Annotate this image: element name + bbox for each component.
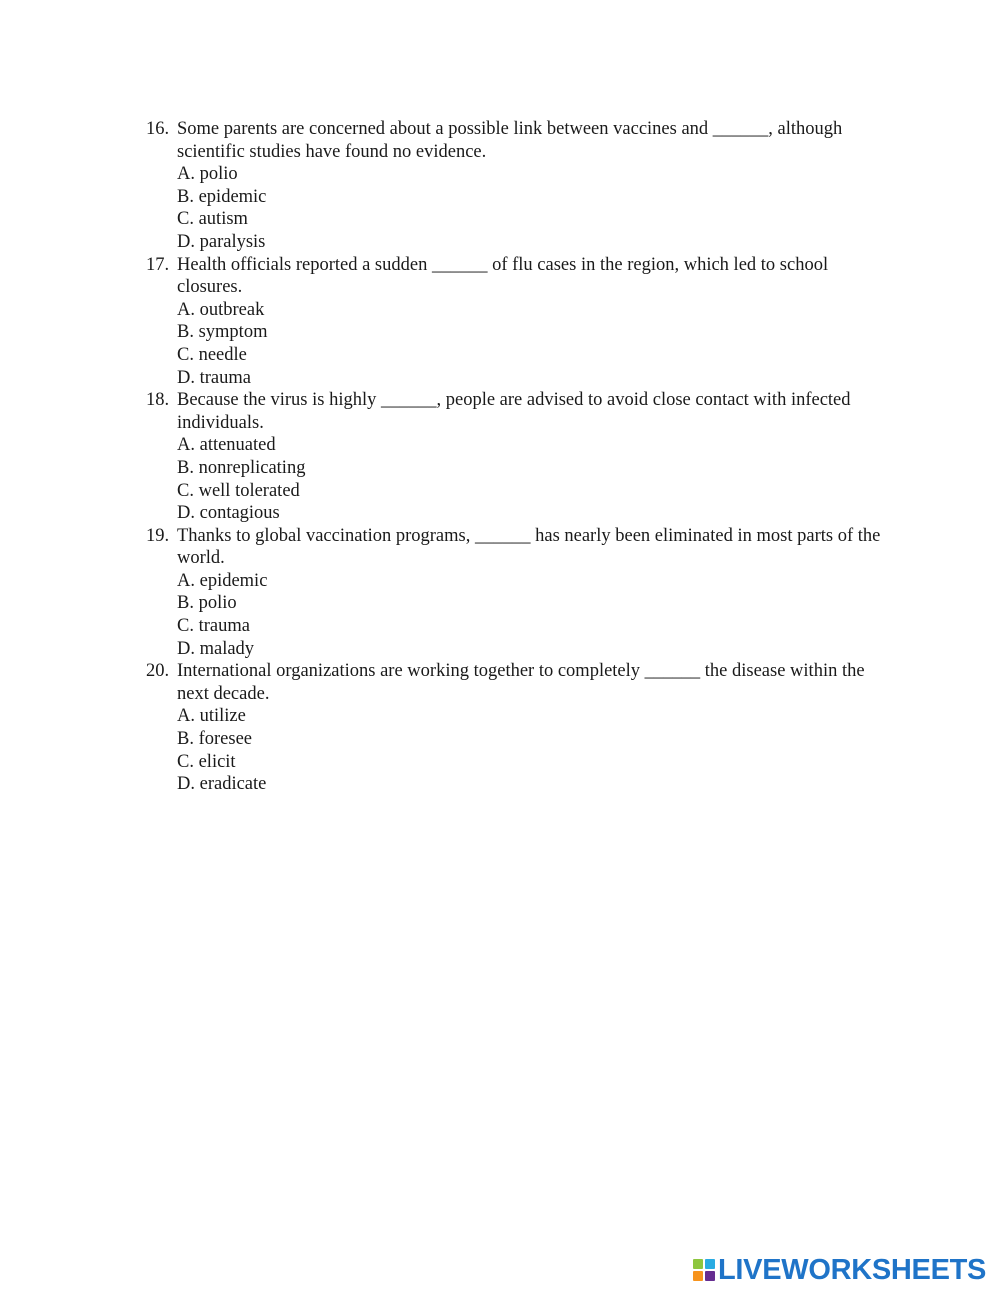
question-text: Thanks to global vaccination programs, ______ has nearly been eliminated in most parts of the world.	[177, 525, 881, 569]
option-d: D. malady	[177, 638, 255, 659]
logo-tile-green	[693, 1259, 703, 1269]
question-text: Health officials reported a sudden ______ of flu cases in the region, which led to school closures.	[177, 254, 829, 298]
liveworksheets-logo-icon	[693, 1259, 715, 1281]
option-d: D. paralysis	[177, 231, 266, 252]
logo-tile-orange	[693, 1271, 703, 1281]
option-b: B. nonreplicating	[177, 457, 306, 478]
question-20	[146, 660, 886, 796]
question-18	[146, 389, 886, 525]
question-number: 16.	[146, 119, 170, 139]
question-number: 19.	[146, 525, 170, 546]
option-c: C. trauma	[177, 616, 250, 637]
option-b: B. polio	[177, 593, 237, 614]
question-text: International organizations are working together to completely ______ the disease within the next decade.	[177, 661, 865, 704]
worksheet	[146, 118, 886, 796]
option-a: A. epidemic	[177, 570, 268, 591]
option-d: D. trauma	[177, 367, 251, 388]
option-d: D. contagious	[177, 503, 280, 524]
question-number: 20.	[146, 661, 170, 682]
option-c: C. autism	[177, 209, 248, 230]
question-19	[146, 525, 886, 661]
question-text: Some parents are concerned about a possible link between vaccines and ______, although scientific studies have found no evidence.	[177, 119, 843, 162]
option-b: B. epidemic	[177, 186, 267, 207]
option-b: B. foresee	[177, 729, 252, 750]
option-c: C. needle	[177, 344, 247, 365]
option-a: A. utilize	[177, 706, 246, 727]
option-b: B. symptom	[177, 322, 268, 343]
logo-tile-blue	[705, 1259, 715, 1269]
option-a: A. polio	[177, 164, 238, 185]
option-c: C. well tolerated	[177, 480, 300, 501]
option-d: D. eradicate	[177, 774, 267, 795]
question-16	[146, 118, 886, 254]
option-c: C. elicit	[177, 751, 236, 772]
liveworksheets-logo[interactable]	[693, 1255, 986, 1285]
question-17	[146, 254, 886, 390]
option-a: A. outbreak	[177, 299, 265, 320]
logo-text: LIVEWORKSHEETS	[718, 1254, 987, 1286]
question-text: Because the virus is highly ______, people are advised to avoid close contact with infected individuals.	[177, 390, 851, 433]
logo-tile-purple	[705, 1271, 715, 1281]
question-number: 18.	[146, 390, 170, 411]
option-a: A. attenuated	[177, 435, 276, 456]
question-number: 17.	[146, 254, 170, 275]
